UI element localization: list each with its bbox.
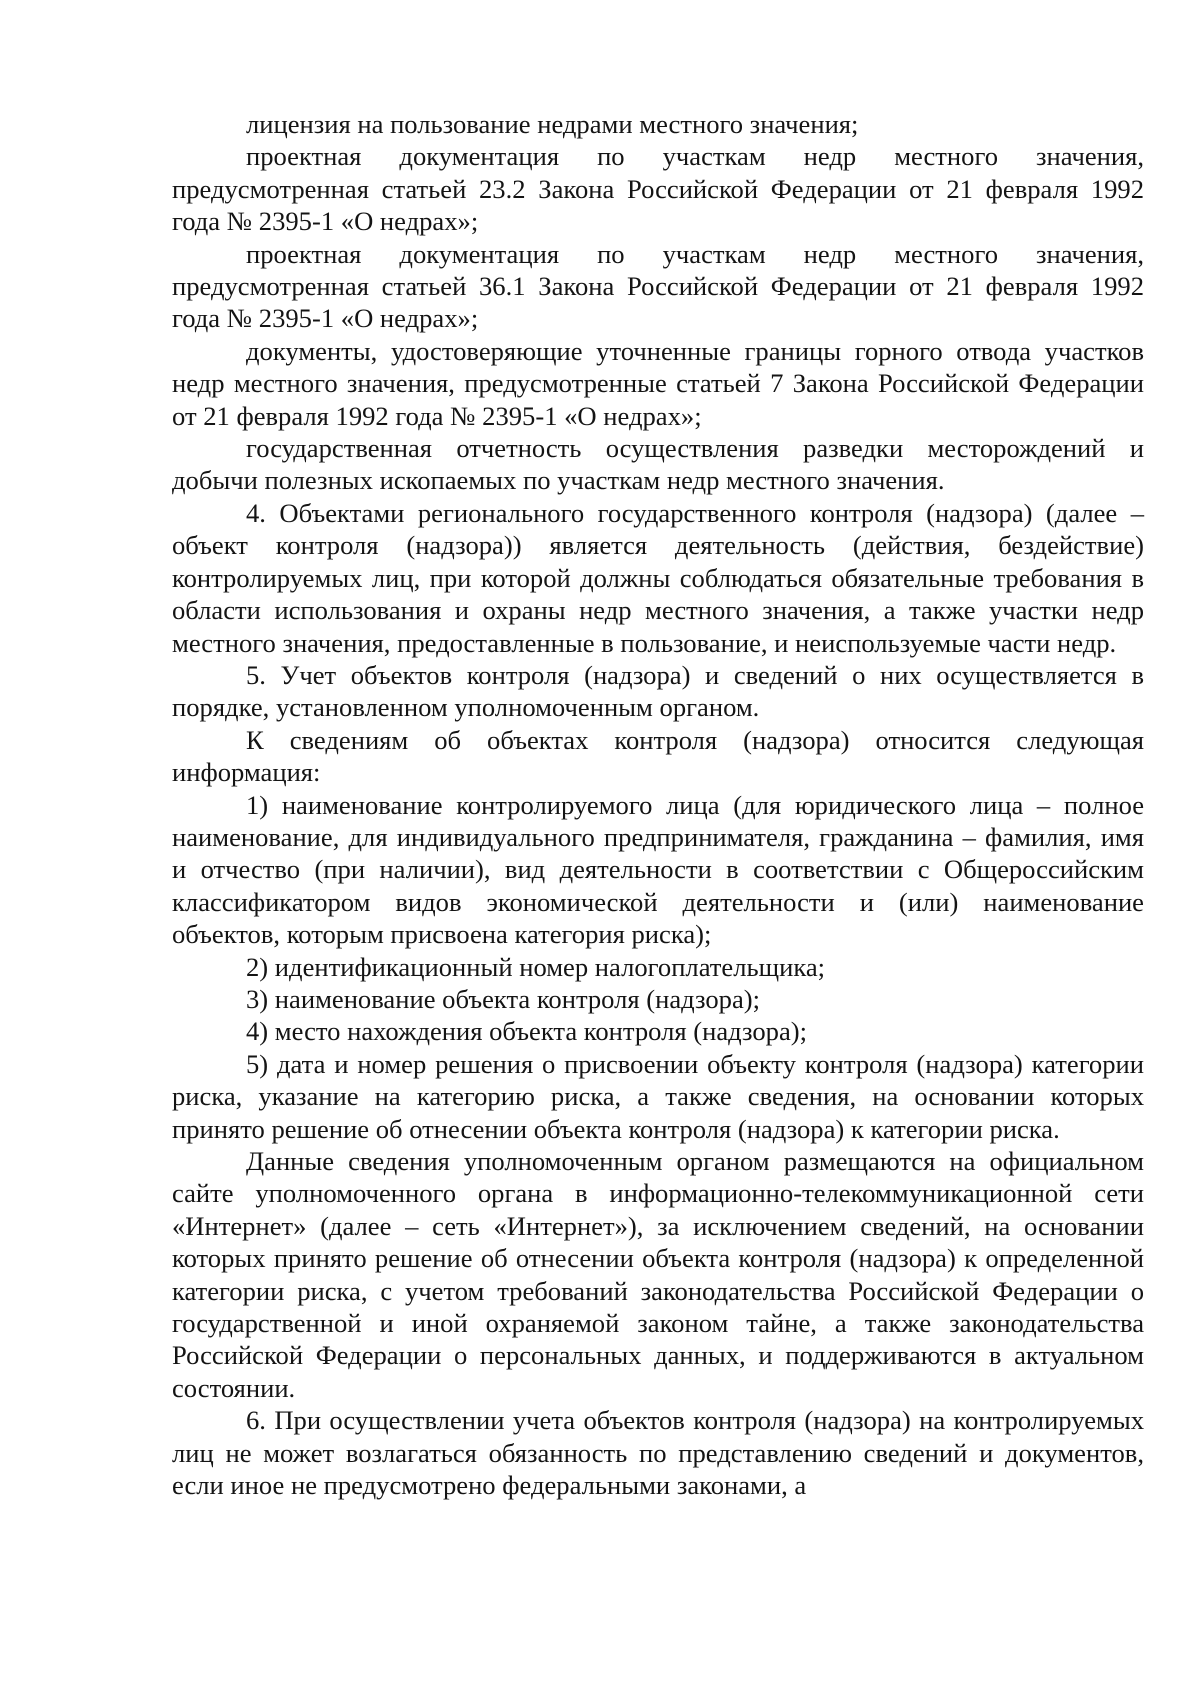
paragraph-item-6-no-obligation: 6. При осуществлении учета объектов контроля (надзора) на контролируемых лиц не может возлагаться обязанность по представлению сведений и документов, если иное не предусмотрено федеральными законами, а: [172, 1405, 1144, 1501]
list-item-4-location: 4) место нахождения объекта контроля (надзора);: [246, 1016, 807, 1047]
paragraph-information-intro: К сведениям об объектах контроля (надзора) относится следующая информация:: [172, 724, 1144, 788]
list-item-1-name: 1) наименование контролируемого лица (для юридического лица – полное наименование, для индивидуального предпринимателя, гражданина – фамилия, имя и отчество (при наличии), вид деятельности в соответствии с Общероссийским классификатором видов экономической деятельности и (или) наименование объектов, которым присвоена категория риска);: [172, 789, 1144, 950]
list-item-5-risk-decision: 5) дата и номер решения о присвоении объекту контроля (надзора) категории риска, указание на категорию риска, а также сведения, на основании которых принято решение об отнесении объекта контроля (надзора) к категории риска.: [172, 1048, 1144, 1144]
paragraph-mining-allotment-docs: документы, удостоверяющие уточненные границы горного отвода участков недр местного значения, предусмотренные статьей 7 Закона Российской Федерации от 21 февраля 1992 года № 2395-1 «О недрах»;: [172, 335, 1144, 431]
list-item-2-inn: 2) идентификационный номер налогоплательщика;: [246, 951, 826, 982]
paragraph-project-doc-23-2: проектная документация по участкам недр местного значения, предусмотренная статьей 23.2 Закона Российской Федерации от 21 февраля 1992 года № 2395-1 «О недрах»;: [172, 141, 1144, 237]
document-body: [172, 108, 1144, 1501]
paragraph-license: лицензия на пользование недрами местного значения;: [246, 109, 859, 139]
paragraph-project-doc-36-1: проектная документация по участкам недр местного значения, предусмотренная статьей 36.1 Закона Российской Федерации от 21 февраля 1992 года № 2395-1 «О недрах»;: [172, 238, 1144, 334]
paragraph-state-reporting: государственная отчетность осуществления разведки месторождений и добычи полезных ископаемых по участкам недр местного значения.: [172, 433, 1144, 496]
paragraph-item-5-accounting: 5. Учет объектов контроля (надзора) и сведений о них осуществляется в порядке, установленном уполномоченным органом.: [172, 659, 1144, 723]
list-item-3-object-name: 3) наименование объекта контроля (надзора);: [246, 983, 761, 1014]
paragraph-item-4-control-objects: 4. Объектами регионального государственного контроля (надзора) (далее – объект контроля (надзора)) является деятельность (действия, бездействие) контролируемых лиц, при которой должны соблюдаться обязательные требования в области использования и охраны недр местного значения, а также участки недр местного значения, предоставленные в пользование, и неиспользуемые части недр.: [172, 497, 1144, 658]
paragraph-publication: Данные сведения уполномоченным органом размещаются на официальном сайте уполномоченного органа в информационно-телекоммуникационной сети «Интернет» (далее – сеть «Интернет»), за исключением сведений, на основании которых принято решение об отнесении объекта контроля (надзора) к определенной категории риска, с учетом требований законодательства Российской Федерации о государственной и иной охраняемой законом тайне, а также законодательства Российской Федерации о персональных данных, и поддерживаются в актуальном состоянии.: [172, 1146, 1144, 1403]
